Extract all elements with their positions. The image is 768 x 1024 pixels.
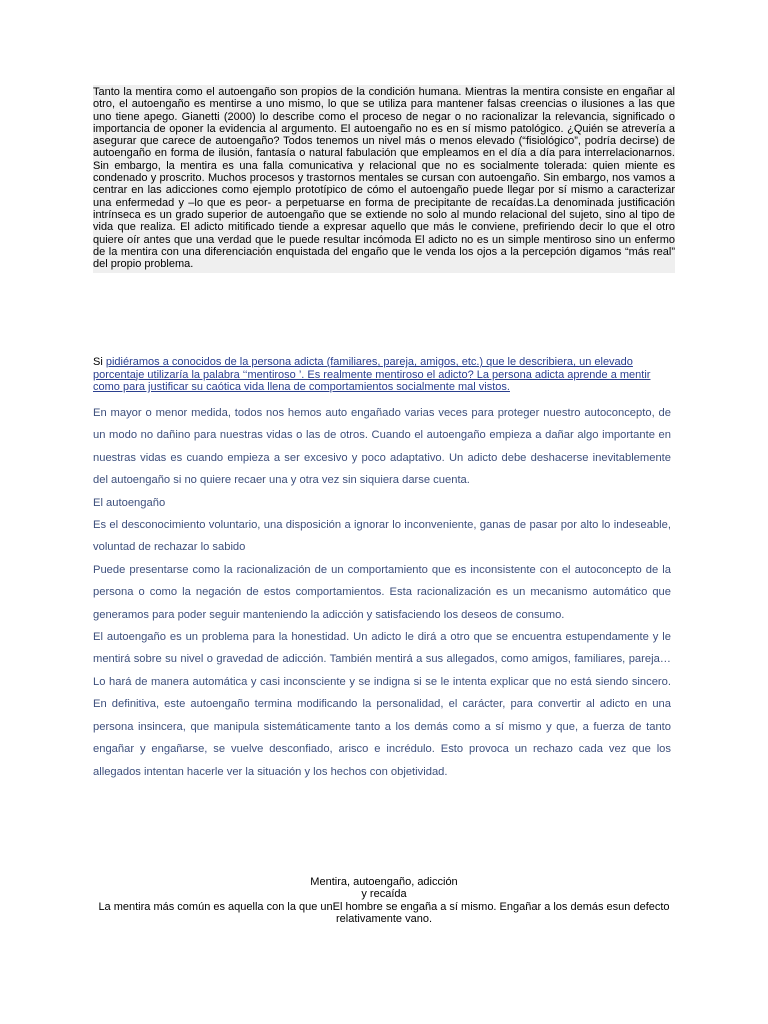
body-paragraph-rationalization: Puede presentarse como la racionalización de un comportamiento que es inconsistente con el autoconcepto de la persona o como la negación de estos comportamientos. Esta racionalización es un mecanismo automático que generamos para poder seguir manteniendo la adicción y satisfaciendo los deseos de consumo. [93,563,671,621]
hyperlink-text[interactable]: pidiéramos a conocidos de la persona adicta (familiares, pareja, amigos, etc.) que le describiera, un elevado porcentaje utilizaría la palabra ‘‘mentiroso ’. Es realmente mentiroso el adicto? La persona adicta aprende a mentir como para justificar su caótica vida llena de comportamientos socialmente mal vistos. [93,356,651,393]
intro-section [93,85,675,273]
intro-paragraph: Tanto la mentira como el autoengaño son propios de la condición humana. Mientras la mentira consiste en engañar al otro, el autoengaño es mentirse a uno mismo, lo que se utiliza para mantener falsas creencias o ilusiones a las que uno tiene apego. Gianetti (2000) lo describe como el proceso de negar o no racionalizar la relevancia, significado o importancia de oponer la evidencia al argumento. El autoengaño no es en sí mismo patológico. ¿Quién se atrevería a asegurar que carece de autoengaño? Todos tenemos un nivel más o menos elevado (“fisiológico”, podría decirse) de autoengaño en forma de ilusión, fantasía o natural fabulación que empleamos en el día a día para interrelacionarnos. Sin embargo, la mentira es una falla comunicativa y relacional que no es socialmente tolerada: quien miente es condenado y proscrito. Muchos procesos y trastornos mentales se cursan con autoengaño. Sin embargo, nos vamos a centrar en las adicciones como ejemplo prototípico de cómo el autoengaño puede llegar por sí mismo a caracterizar una enfermedad y –lo que es peor- a perpetuarse en forma de precipitante de recaídas.La denominada justificación intrínseca es un grado superior de autoengaño que se extiende no solo al mundo relacional del sujeto, sino al tipo de vida que realiza. El adicto mitificado tiende a expresar aquello que más le conviene, prefiriendo decir lo que el otro quiere oír antes que una verdad que le puede resultar incómoda El adicto no es un simple mentiroso sino un enfermo de la mentira con una diferenciación enquistada del engaño que le venda los ojos a la percepción digamos “más real” del propio problema. [93,86,675,271]
section-heading-autoengano: El autoengaño [93,496,166,509]
body-paragraph-honesty: El autoengaño es un problema para la honestidad. Un adicto le dirá a otro que se encuentra estupendamente y le mentirá sobre su nivel o gravedad de adicción. También mentirá a sus allegados, como amigos, familiares, pareja… Lo hará de manera automática y casi inconsciente y se indigna si se le intenta explicar que no está siendo sincero. En definitiva, este autoengaño termina modificando la personalidad, el carácter, para convertir al adicto en una persona insincera, que manipula sistemáticamente tanto a los demás como a sí mismo y que, a fuerza de tanto engañar y engañarse, se vuelve desconfiado, arisco e incrédulo. Esto provoca un rechazo cada vez que los allegados intentan hacerle ver la situación y los hechos con objetividad. [93,631,671,778]
footer-title-line2: y recaída [361,888,407,901]
footer-section [93,876,675,926]
link-paragraph [93,356,675,394]
body-section [93,402,671,783]
link-paragraph-lead: Si [93,356,106,368]
body-paragraph-self-deception-intro: En mayor o menor medida, todos nos hemos auto engañado varias veces para proteger nuestro autoconcepto, de un modo no dañino para nuestras vidas o las de otros. Cuando el autoengaño empieza a dañar algo importante en nuestras vidas es cuando empieza a ser excesivo y poco adaptativo. Un adicto debe deshacerse inevitablemente del autoengaño si no quiere recaer una y otra vez sin siquiera darse cuenta. [93,407,671,487]
footer-text: La mentira más común es aquella con la que unEl hombre se engaña a sí mismo. Engañar a los demás esun defecto relativamente vano. [98,900,670,926]
body-paragraph-definition: Es el desconocimiento voluntario, una disposición a ignorar lo inconveniente, ganas de pasar por alto lo indeseable, voluntad de rechazar lo sabido [93,519,671,554]
footer-title-line1: Mentira, autoengaño, adicción [310,876,458,888]
